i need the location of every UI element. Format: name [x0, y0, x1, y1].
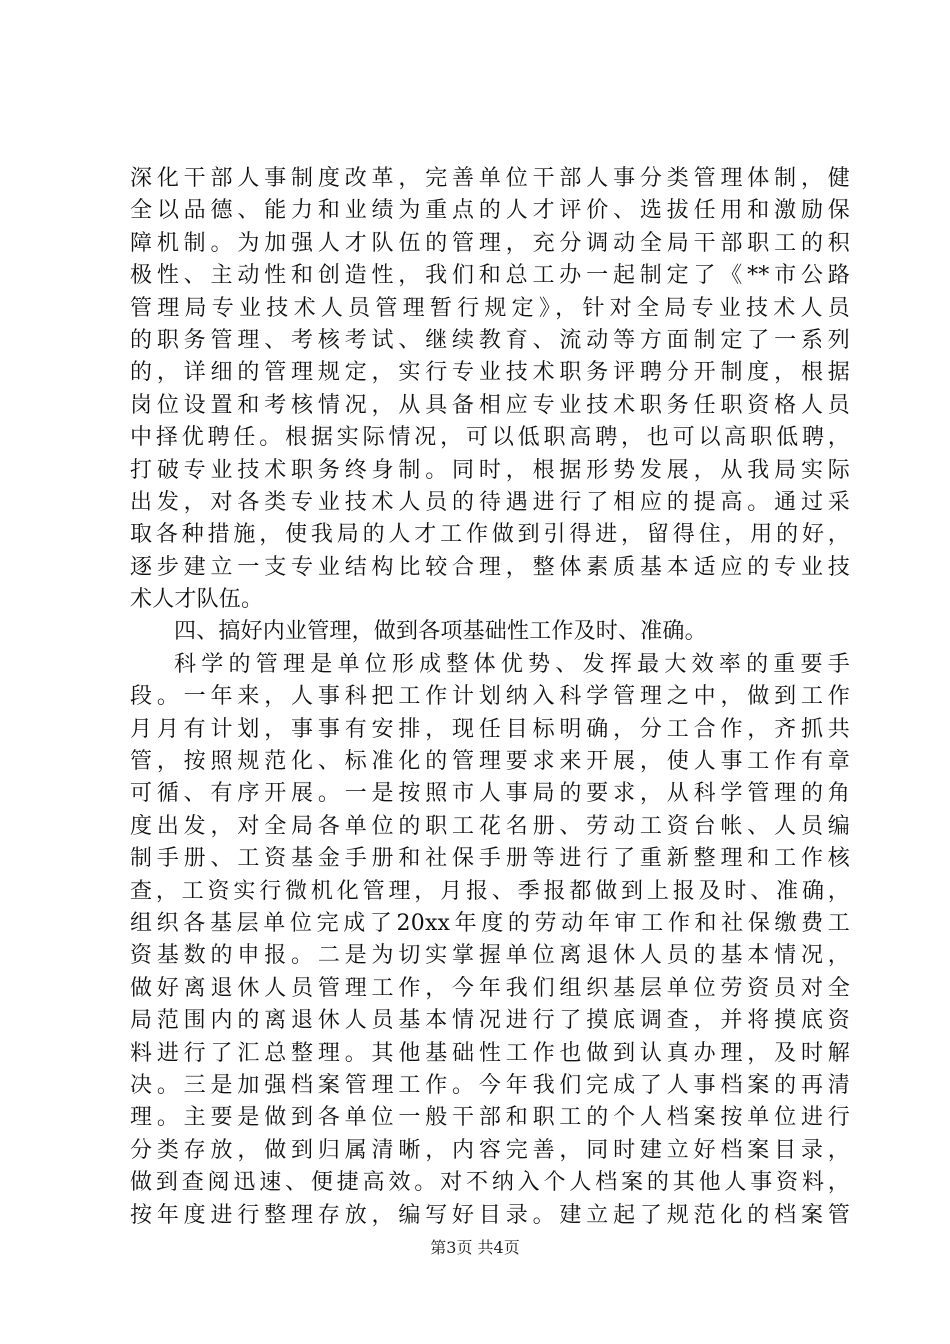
text-line: 的，详细的管理规定，实行专业技术职务评聘分开制度，根据 [130, 360, 850, 386]
text-line: 度出发，对全局各单位的职工花名册、劳动工资台帐、人员编 [130, 813, 850, 839]
text-line: 决。三是加强档案管理工作。今年我们完成了人事档案的再清 [130, 1072, 850, 1098]
text-line: 查，工资实行微机化管理，月报、季报都做到上报及时、准确， [130, 878, 850, 904]
text-line: 可循、有序开展。一是按照市人事局的要求，从科学管理的角 [130, 781, 850, 807]
text-line: 制手册、工资基金手册和社保手册等进行了重新整理和工作核 [130, 846, 850, 872]
text-line: 管，按照规范化、标准化的管理要求来开展，使人事工作有章 [130, 749, 850, 775]
text-line: 分类存放，做到归属清晰，内容完善，同时建立好档案目录， [130, 1137, 850, 1163]
text-line: 做到查阅迅速、便捷高效。对不纳入个人档案的其他人事资料， [130, 1170, 850, 1196]
text-line: 料进行了汇总整理。其他基础性工作也做到认真办理，及时解 [130, 1040, 850, 1066]
text-line: 做好离退休人员管理工作，今年我们组织基层单位劳资员对全 [130, 975, 850, 1001]
body-text [130, 163, 850, 1232]
text-line: 出发，对各类专业技术人员的待遇进行了相应的提高。通过采 [130, 489, 850, 515]
text-line: 段。一年来，人事科把工作计划纳入科学管理之中，做到工作 [130, 684, 850, 710]
page-footer: 第3页 共4页 [430, 1238, 520, 1257]
text-line: 中择优聘任。根据实际情况，可以低职高聘，也可以高职低聘， [130, 425, 850, 451]
text-line: 极性、主动性和创造性，我们和总工办一起制定了《**市公路 [130, 263, 850, 289]
text-line: 科学的管理是单位形成整体优势、发挥最大效率的重要手 [174, 651, 850, 677]
text-line: 月月有计划，事事有安排，现任目标明确，分工合作，齐抓共 [130, 716, 850, 742]
section-heading: 四、搞好内业管理，做到各项基础性工作及时、准确。 [174, 619, 707, 645]
text-line: 资基数的申报。二是为切实掌握单位离退休人员的基本情况， [130, 943, 850, 969]
text-line: 按年度进行整理存放，编写好目录。建立起了规范化的档案管 [130, 1202, 850, 1228]
text-line: 深化干部人事制度改革，完善单位干部人事分类管理体制，健 [130, 166, 850, 191]
text-line: 组织各基层单位完成了20xx年度的劳动年审工作和社保缴费工 [130, 910, 850, 936]
text-line: 全以品德、能力和业绩为重点的人才评价、选拔任用和激励保 [130, 198, 850, 224]
text-line: 取各种措施，使我局的人才工作做到引得进，留得住，用的好， [130, 522, 850, 548]
text-line: 障机制。为加强人才队伍的管理，充分调动全局干部职工的积 [130, 230, 850, 256]
text-line: 打破专业技术职务终身制。同时，根据形势发展，从我局实际 [130, 457, 850, 483]
text-line: 的职务管理、考核考试、继续教育、流动等方面制定了一系列 [130, 327, 850, 353]
text-line: 管理局专业技术人员管理暂行规定》，针对全局专业技术人员 [130, 295, 850, 321]
text-line: 局范围内的离退休人员基本情况进行了摸底调查，并将摸底资 [130, 1008, 850, 1034]
text-line: 术人才队伍。 [130, 587, 264, 613]
text-line: 理。主要是做到各单位一般干部和职工的个人档案按单位进行 [130, 1105, 850, 1131]
text-line: 逐步建立一支专业结构比较合理，整体素质基本适应的专业技 [130, 554, 850, 580]
text-line: 岗位设置和考核情况，从具备相应专业技术职务任职资格人员 [130, 392, 850, 418]
